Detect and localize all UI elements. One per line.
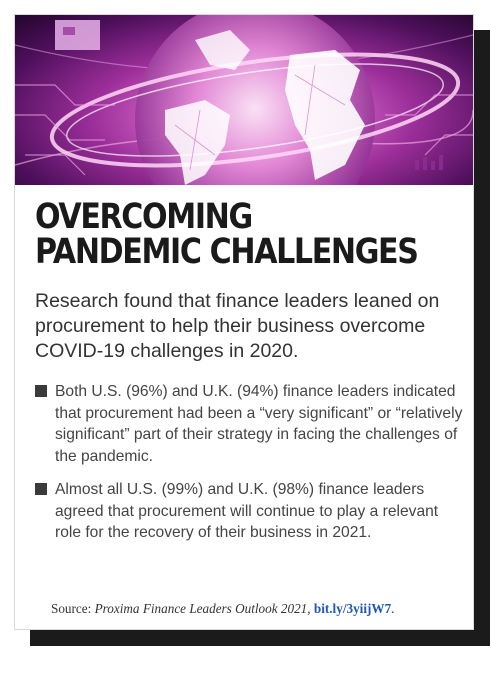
bullet-list: [35, 381, 465, 556]
source-end: .: [391, 601, 395, 616]
bullet-item: [35, 381, 465, 467]
headline-line-1: OVERCOMING: [35, 197, 252, 237]
source-line: [51, 601, 471, 617]
source-link[interactable]: bit.ly/3yiijW7: [313, 601, 392, 616]
source-separator: ,: [307, 601, 314, 616]
headline: [35, 197, 418, 272]
infographic-card: [14, 14, 474, 630]
square-bullet-icon: [35, 483, 47, 495]
intro-paragraph: Research found that finance leaders leaned on procurement to help their business overcome COVID-19 challenges in 2020.: [35, 290, 440, 362]
bullet-item: [35, 479, 465, 544]
source-publication: Proxima Finance Leaders Outlook 2021: [94, 601, 308, 616]
square-bullet-icon: [35, 385, 47, 397]
headline-line-2: PANDEMIC CHALLENGES: [35, 232, 418, 272]
bullet-text: Almost all U.S. (99%) and U.K. (98%) finance leaders agreed that procurement will continue to play a relevant role for the recovery of their business in 2021.: [55, 481, 439, 541]
hero-globe-image: [15, 15, 473, 185]
source-label: Source:: [51, 601, 95, 616]
bullet-text: Both U.S. (96%) and U.K. (94%) finance leaders indicated that procurement had been a “very significant” or “relatively significant” part of their strategy in facing the challenges of the pandemic.: [55, 383, 463, 465]
